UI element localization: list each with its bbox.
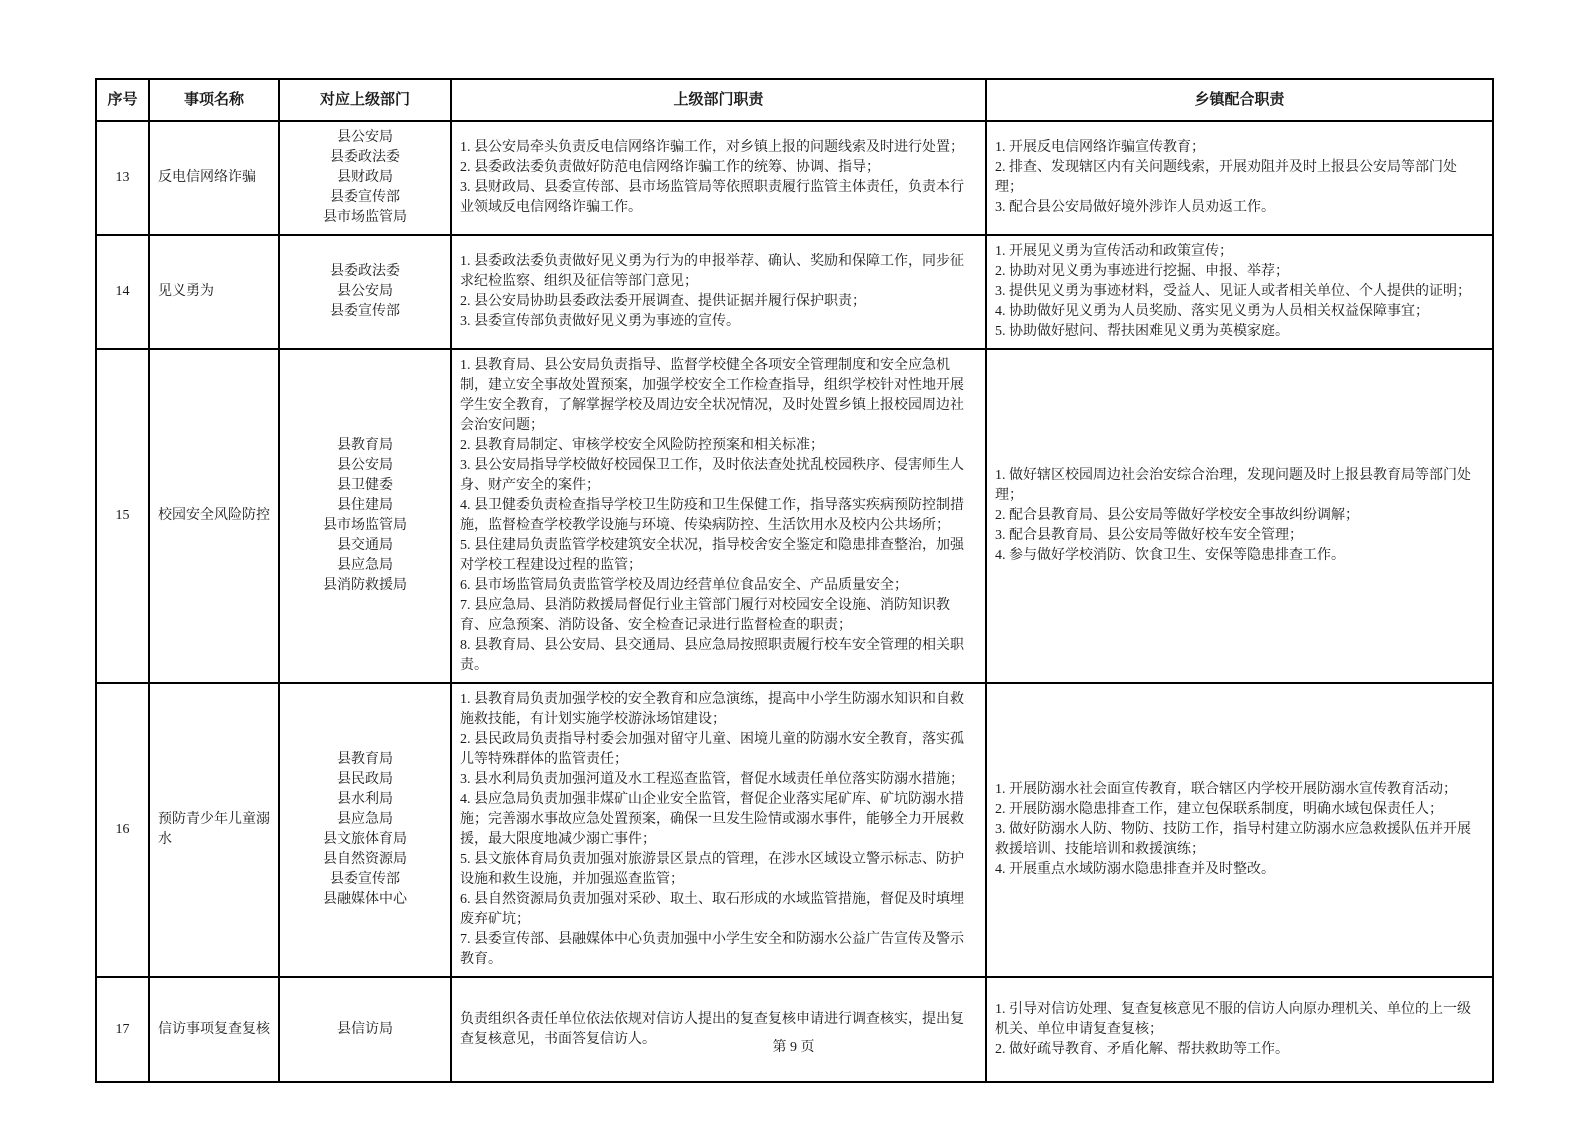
table-row (96, 683, 1493, 977)
row-superior-duties: 1. 县教育局负责加强学校的安全教育和应急演练，提高中小学生防溺水知识和自救施救技能，有计划实施学校游泳场馆建设； 2. 县民政局负责指导村委会加强对留守儿童、困境儿童的防溺水安全教育，落实孤儿等特殊群体的监管责任； 3. 县水利局负责加强河道及水工程巡查监管，督促水域责任单位落实防溺水措施； 4. 县应急局负责加强非煤矿山企业安全监管，督促企业落实尾矿库、矿坑防溺水措施；完善溺水事故应急处置预案，确保一旦发生险情或溺水事件，能够全力开展救援，最大限度地减少溺亡事件； 5. 县文旅体育局负责加强对旅游景区景点的管理，在涉水区域设立警示标志、防护设施和救生设施，并加强巡查监管； 6. 县自然资源局负责加强对采砂、取土、取石形成的水域监管措施，督促及时填埋废弃矿坑； 7. 县委宣传部、县融媒体中心负责加强中小学生安全和防溺水公益广告宣传及警示教育。 (451, 683, 986, 977)
row-departments-list: 县公安局 县委政法委 县财政局 县委宣传部 县市场监管局 (279, 121, 451, 235)
duty-table (95, 78, 1494, 1083)
row-departments-list: 县教育局 县公安局 县卫健委 县住建局 县市场监管局 县交通局 县应急局 县消防救援局 (279, 349, 451, 683)
row-serial-number: 15 (96, 349, 149, 683)
row-serial-number: 14 (96, 235, 149, 349)
header-superior-duties: 上级部门职责 (451, 79, 986, 121)
table-row (96, 235, 1493, 349)
header-item-name: 事项名称 (149, 79, 279, 121)
header-serial-number: 序号 (96, 79, 149, 121)
row-item-name: 信访事项复查复核 (149, 977, 279, 1082)
row-departments-list: 县信访局 (279, 977, 451, 1082)
row-superior-duties: 1. 县公安局牵头负责反电信网络诈骗工作，对乡镇上报的问题线索及时进行处置； 2. 县委政法委负责做好防范电信网络诈骗工作的统筹、协调、指导； 3. 县财政局、县委宣传部、县市场监管局等依照职责履行监管主体责任，负责本行业领域反电信网络诈骗工作。 (451, 121, 986, 235)
table-row (96, 349, 1493, 683)
row-township-duties: 1. 开展防溺水社会面宣传教育，联合辖区内学校开展防溺水宣传教育活动； 2. 开展防溺水隐患排查工作，建立包保联系制度，明确水域包保责任人； 3. 做好防溺水人防、物防、技防工作，指导村建立防溺水应急救援队伍并开展救援培训、技能培训和救援演练； 4. 开展重点水域防溺水隐患排查并及时整改。 (986, 683, 1493, 977)
row-superior-duties: 负责组织各责任单位依法依规对信访人提出的复查复核申请进行调查核实，提出复查复核意见，书面答复信访人。 (451, 977, 986, 1082)
row-serial-number: 16 (96, 683, 149, 977)
table-header-row (96, 79, 1493, 121)
row-serial-number: 13 (96, 121, 149, 235)
row-township-duties: 1. 开展见义勇为宣传活动和政策宣传； 2. 协助对见义勇为事迹进行挖掘、申报、举荐； 3. 提供见义勇为事迹材料，受益人、见证人或者相关单位、个人提供的证明； 4. 协助做好见义勇为人员奖励、落实见义勇为人员相关权益保障事宜； 5. 协助做好慰问、帮扶困难见义勇为英模家庭。 (986, 235, 1493, 349)
row-superior-duties: 1. 县教育局、县公安局负责指导、监督学校健全各项安全管理制度和安全应急机制，建立安全事故处置预案，加强学校安全工作检查指导，组织学校针对性地开展学生安全教育，了解掌握学校及周边安全状况情况，及时处置乡镇上报校园周边社会治安问题； 2. 县教育局制定、审核学校安全风险防控预案和相关标准； 3. 县公安局指导学校做好校园保卫工作，及时依法查处扰乱校园秩序、侵害师生人身、财产安全的案件； 4. 县卫健委负责检查指导学校卫生防疫和卫生保健工作，指导落实疾病预防控制措施，监督检查学校教学设施与环境、传染病防控、生活饮用水及校内公共场所； 5. 县住建局负责监管学校建筑安全状况，指导校舍安全鉴定和隐患排查整治，加强对学校工程建设过程的监管； 6. 县市场监管局负责监管学校及周边经营单位食品安全、产品质量安全； 7. 县应急局、县消防救援局督促行业主管部门履行对校园安全设施、消防知识教育、应急预案、消防设备、安全检查记录进行监督检查的职责； 8. 县教育局、县公安局、县交通局、县应急局按照职责履行校车安全管理的相关职责。 (451, 349, 986, 683)
row-township-duties: 1. 开展反电信网络诈骗宣传教育； 2. 排查、发现辖区内有关问题线索，开展劝阻并及时上报县公安局等部门处理； 3. 配合县公安局做好境外涉诈人员劝返工作。 (986, 121, 1493, 235)
table-row (96, 121, 1493, 235)
header-township-duties: 乡镇配合职责 (986, 79, 1493, 121)
header-superior-department: 对应上级部门 (279, 79, 451, 121)
page-number: 第 9 页 (772, 1040, 815, 1055)
table-row (96, 977, 1493, 1082)
row-item-name: 见义勇为 (149, 235, 279, 349)
row-township-duties: 1. 引导对信访处理、复查复核意见不服的信访人向原办理机关、单位的上一级机关、单位申请复查复核； 2. 做好疏导教育、矛盾化解、帮扶救助等工作。 (986, 977, 1493, 1082)
row-serial-number: 17 (96, 977, 149, 1082)
row-township-duties: 1. 做好辖区校园周边社会治安综合治理，发现问题及时上报县教育局等部门处理； 2. 配合县教育局、县公安局等做好学校安全事故纠纷调解； 3. 配合县教育局、县公安局等做好校车安全管理； 4. 参与做好学校消防、饮食卫生、安保等隐患排查工作。 (986, 349, 1493, 683)
row-item-name: 反电信网络诈骗 (149, 121, 279, 235)
row-item-name: 校园安全风险防控 (149, 349, 279, 683)
row-departments-list: 县委政法委 县公安局 县委宣传部 (279, 235, 451, 349)
row-superior-duties: 1. 县委政法委负责做好见义勇为行为的申报举荐、确认、奖励和保障工作，同步征求纪检监察、组织及征信等部门意见； 2. 县公安局协助县委政法委开展调查、提供证据并履行保护职责； 3. 县委宣传部负责做好见义勇为事迹的宣传。 (451, 235, 986, 349)
row-departments-list: 县教育局 县民政局 县水利局 县应急局 县文旅体育局 县自然资源局 县委宣传部 县融媒体中心 (279, 683, 451, 977)
row-item-name: 预防青少年儿童溺水 (149, 683, 279, 977)
